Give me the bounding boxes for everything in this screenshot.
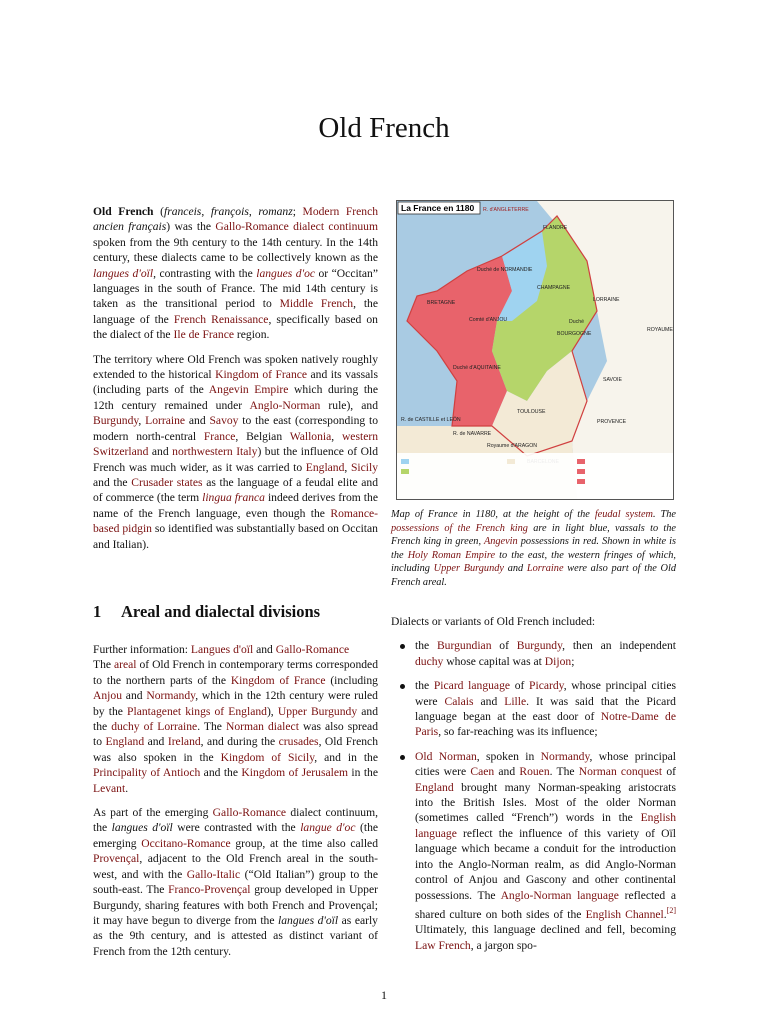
text-run: and bbox=[185, 414, 210, 428]
text-run: . bbox=[125, 781, 129, 795]
text-run: , bbox=[331, 429, 342, 443]
wiki-link[interactable]: Angevin bbox=[483, 536, 518, 548]
text-run: , bbox=[201, 205, 211, 218]
wiki-link[interactable]: Middle French bbox=[279, 297, 354, 311]
wiki-link[interactable]: Wallonia bbox=[289, 429, 332, 443]
wiki-link[interactable]: Picardy bbox=[529, 679, 564, 693]
text-run: , and in the bbox=[314, 750, 379, 764]
text-run: and the bbox=[93, 704, 378, 734]
text-run: , contrasting with the bbox=[153, 266, 257, 280]
intro-paragraph-2 bbox=[93, 352, 378, 552]
wiki-link[interactable]: English language bbox=[415, 811, 676, 840]
text-run: and bbox=[503, 563, 527, 575]
page-title: Old French bbox=[318, 112, 450, 144]
text-run: the bbox=[415, 639, 437, 653]
wiki-link[interactable]: Burgundy bbox=[93, 414, 139, 428]
text-run: ; bbox=[571, 654, 575, 668]
text-run: , so far-reaching was its influence; bbox=[438, 725, 598, 739]
map-label: Duché bbox=[569, 319, 584, 325]
text-run: was also spread to bbox=[93, 720, 378, 749]
text-run: , adjacent to the Old French areal in the south-west, and with the bbox=[93, 852, 378, 881]
text-run: which during the 12th century remained under bbox=[93, 383, 379, 412]
wiki-link[interactable]: Lille bbox=[504, 694, 527, 708]
wiki-link[interactable]: Gallo-Romance bbox=[275, 643, 350, 656]
wiki-link[interactable]: Romance-based pidgin bbox=[93, 506, 378, 536]
wiki-link[interactable]: England bbox=[415, 780, 454, 794]
wiki-link[interactable]: Gallo-Italic bbox=[186, 867, 241, 881]
text-run: rule), and bbox=[320, 398, 379, 412]
wiki-link[interactable]: England bbox=[105, 735, 145, 749]
text-run: brought many Norman-speaking aristocrats into the British Isles. Most of the older Norman (sometimes called “French”) words in the bbox=[415, 780, 676, 825]
map-label: Duché d'AQUITAINE bbox=[453, 365, 501, 371]
bullet-icon bbox=[400, 644, 405, 649]
wiki-link[interactable]: northwestern Italy bbox=[172, 445, 258, 459]
text-run: and bbox=[121, 689, 147, 703]
wiki-link[interactable]: Provençal bbox=[93, 852, 140, 866]
legend-swatch-toulouse bbox=[507, 459, 515, 464]
text-run: and the bbox=[93, 475, 132, 489]
wiki-link[interactable]: Ile de France bbox=[173, 328, 234, 342]
wiki-link[interactable]: Sicily bbox=[350, 460, 378, 474]
text-run: , bbox=[344, 460, 351, 474]
section-title: Areal and dialectal divisions bbox=[121, 602, 321, 621]
text-run: , Old French was also spoken in the bbox=[93, 735, 378, 764]
text-run: were contrasted with the bbox=[172, 821, 301, 835]
text-run: as early as the 9th century, and is attested as distinct variant of French from the 12th century. bbox=[93, 913, 378, 958]
wiki-link[interactable]: Dijon bbox=[544, 654, 572, 668]
wiki-link[interactable]: langues d'oc bbox=[256, 266, 316, 280]
wiki-link[interactable]: France bbox=[203, 429, 236, 443]
wiki-link[interactable]: Ireland bbox=[167, 735, 201, 749]
text-run: whose capital was at bbox=[443, 654, 545, 668]
text-run: Further information: bbox=[93, 643, 191, 656]
text-run: . The bbox=[197, 720, 226, 734]
text-run: , which in the 12th century were ruled by the bbox=[93, 689, 378, 718]
map-legend bbox=[397, 453, 674, 500]
text-run: (the emerging bbox=[93, 821, 379, 850]
text-run: ), bbox=[266, 704, 278, 718]
text-run: romanz bbox=[258, 205, 293, 218]
intro-paragraph-1 bbox=[93, 204, 378, 343]
text-run: , bbox=[138, 414, 146, 428]
legend-swatch-vassal bbox=[401, 469, 409, 474]
legend-swatch-angevin-3 bbox=[577, 479, 585, 484]
text-run: and bbox=[148, 445, 173, 459]
text-run: reflected a shared culture on both sides of the bbox=[415, 888, 676, 921]
text-run: and its vassals (including parts of the bbox=[93, 368, 378, 397]
wiki-link[interactable]: Holy Roman Empire bbox=[407, 549, 496, 561]
wiki-link[interactable]: Savoy bbox=[209, 414, 239, 428]
wiki-link[interactable]: Gallo-Romance bbox=[212, 806, 287, 820]
wiki-link[interactable]: possessions of the French king bbox=[391, 522, 528, 534]
map-of-france-1180[interactable] bbox=[396, 200, 674, 500]
wiki-link[interactable]: Rouen bbox=[519, 765, 550, 779]
wiki-link[interactable]: Norman dialect bbox=[225, 720, 299, 734]
bullet-icon bbox=[400, 755, 405, 760]
map-label: R. de CASTILLE et LEÓN bbox=[401, 417, 461, 423]
text-run: were also part of the Old French areal. bbox=[391, 563, 676, 588]
map-graphic bbox=[397, 201, 674, 500]
wiki-link[interactable]: duchy of Lorraine bbox=[111, 720, 198, 734]
text-run: so identified was substantially based on Occitan and Italian). bbox=[93, 522, 378, 551]
text-run: , bbox=[248, 205, 259, 218]
map-label: LORRAINE bbox=[593, 297, 620, 303]
wiki-link[interactable]: Norman conquest bbox=[578, 765, 663, 779]
text-run: langues d'oïl bbox=[111, 821, 173, 835]
wiki-link[interactable]: areal bbox=[113, 658, 137, 672]
text-run: Map of France in 1180, at the height of the bbox=[391, 509, 595, 520]
text-run: . The bbox=[653, 509, 677, 520]
text-run: and the bbox=[200, 766, 242, 780]
text-run: langues d'oïl bbox=[278, 913, 339, 927]
list-item bbox=[391, 678, 676, 740]
text-run: possessions in red. Shown in white is the bbox=[391, 536, 677, 561]
wiki-link[interactable]: Burgundy bbox=[516, 639, 563, 653]
wiki-link[interactable]: feudal system bbox=[594, 509, 653, 520]
right-column bbox=[391, 614, 676, 962]
section-paragraph-1 bbox=[93, 657, 378, 796]
text-run: The bbox=[93, 658, 114, 672]
text-run: ancien français bbox=[93, 220, 167, 234]
text-run: . bbox=[663, 907, 667, 921]
map-label: Royaume d'ARAGON bbox=[487, 443, 538, 449]
text-run: Ultimately, this language declined and fell, becoming bbox=[415, 923, 676, 937]
wiki-link[interactable]: lingua franca bbox=[202, 491, 265, 505]
wiki-link[interactable]: Levant bbox=[93, 781, 126, 795]
map-label: ROYAUME bbox=[647, 327, 673, 333]
wiki-link[interactable]: Upper Burgundy bbox=[277, 704, 358, 718]
text-run: of Old French in contemporary terms corresponded to the northern parts of the bbox=[93, 658, 378, 687]
map-label: PROVENCE bbox=[597, 419, 627, 425]
text-run: , specifically based on the dialect of the bbox=[93, 312, 378, 342]
text-run: of bbox=[491, 639, 517, 653]
text-run: and bbox=[473, 694, 505, 708]
section-paragraph-2 bbox=[93, 805, 378, 959]
wiki-link[interactable]: Normandy bbox=[146, 689, 196, 703]
text-run: , then an independent bbox=[562, 639, 676, 653]
wiki-link[interactable]: Caen bbox=[470, 765, 495, 779]
text-run: and bbox=[494, 765, 520, 779]
map-label: TOULOUSE bbox=[517, 409, 546, 415]
text-run: , whose principal cities were bbox=[415, 679, 676, 708]
map-label: Duché de NORMANDIE bbox=[477, 267, 533, 273]
legend-swatch-angevin bbox=[577, 459, 585, 464]
wiki-link[interactable]: Occitano-Romance bbox=[141, 836, 231, 850]
wiki-link[interactable]: western Switzerland bbox=[93, 429, 378, 459]
map-label: R. d'ANGLETERRE bbox=[483, 207, 529, 213]
text-run: to the east, the western fringes of which, including bbox=[391, 549, 676, 575]
text-run: , the language of the bbox=[93, 297, 378, 326]
wiki-link[interactable]: England bbox=[305, 460, 345, 474]
wiki-link[interactable]: Franco-Provençal bbox=[168, 883, 251, 897]
text-run: As part of the emerging bbox=[93, 806, 213, 820]
section-body bbox=[93, 642, 378, 968]
map-label: BOURGOGNE bbox=[557, 331, 592, 337]
map-label: SAVOIE bbox=[603, 377, 622, 383]
text-run: (including bbox=[325, 673, 378, 687]
further-information bbox=[93, 642, 378, 657]
wiki-link[interactable]: English Channel bbox=[585, 907, 664, 921]
text-run: , a jargon spo- bbox=[470, 938, 537, 952]
text-run: indeed derives from the name of the French language, even though the bbox=[93, 491, 378, 520]
wiki-link[interactable]: Crusader states bbox=[131, 475, 203, 489]
wiki-link[interactable]: Plantagenet kings of England bbox=[127, 704, 267, 718]
wiki-link[interactable]: langue d'oc bbox=[300, 821, 356, 835]
wiki-link[interactable]: Upper Burgundy bbox=[433, 563, 504, 575]
bullet-icon bbox=[400, 684, 405, 689]
legend-swatch-royal bbox=[401, 459, 409, 464]
section-number: 1 bbox=[93, 602, 102, 621]
page-number: 1 bbox=[381, 988, 387, 1002]
text-run: the bbox=[415, 679, 434, 693]
wiki-link[interactable]: Anjou bbox=[93, 689, 122, 703]
bold-term: Old French bbox=[93, 205, 154, 218]
text-run: françois bbox=[210, 205, 249, 218]
text-run: as the language of a feudal elite and of commerce (the term bbox=[93, 475, 378, 505]
wiki-link[interactable]: Kingdom of France bbox=[215, 368, 308, 382]
text-run: ( bbox=[153, 205, 164, 218]
text-run: , Belgian bbox=[235, 429, 290, 443]
wiki-link[interactable]: Normandy bbox=[540, 749, 590, 763]
map-title: La France en 1180 bbox=[401, 203, 475, 213]
map-caption bbox=[391, 508, 676, 590]
dialect-list bbox=[391, 638, 676, 953]
citation-link[interactable]: [2] bbox=[666, 905, 677, 915]
text-run: spoken from the 9th century to the 14th century. In the 14th century, these dialects came to be collectively known as the bbox=[93, 235, 378, 265]
wiki-link[interactable]: Principality of Antioch bbox=[93, 766, 201, 780]
text-run: (“Old Italian”) group to the south-east. The bbox=[93, 867, 378, 897]
legend-swatch-angevin-2 bbox=[577, 469, 585, 474]
map-label: FLANDRE bbox=[543, 225, 568, 231]
wiki-link[interactable]: Kingdom of Jerusalem bbox=[241, 766, 349, 780]
text-run: The territory where Old French was spoken natively roughly extended to the historical bbox=[93, 352, 378, 382]
text-run: reflect the influence of this variety of Oïl language which became a conduit for the introduction into the Anglo-Norman realm, as did Anglo-Norman control of Anjou and Gascony and other continental possessions. The bbox=[415, 826, 676, 902]
text-run: and bbox=[144, 735, 168, 749]
wiki-link[interactable]: Lorraine bbox=[145, 414, 186, 428]
text-run: are in light blue, vassals to the French king in green, bbox=[391, 522, 676, 548]
text-run: dialect continuum, the bbox=[93, 806, 379, 835]
wiki-link[interactable]: Kingdom of Sicily bbox=[220, 750, 315, 764]
wiki-link[interactable]: Gallo-Romance dialect continuum bbox=[215, 220, 378, 234]
wiki-link[interactable]: langues d'oïl bbox=[93, 266, 154, 280]
wiki-link[interactable]: duchy bbox=[415, 654, 444, 668]
section-heading bbox=[93, 602, 378, 622]
text-run: ) but the influence of Old French was much wider, as it was carried to bbox=[93, 445, 378, 474]
wiki-link[interactable]: French Renaissance bbox=[173, 312, 269, 326]
text-run: ) was the bbox=[166, 220, 216, 234]
wiki-link[interactable]: crusades bbox=[278, 735, 319, 749]
wiki-link[interactable]: Langues d'oïl bbox=[190, 643, 254, 656]
text-run: and bbox=[253, 643, 276, 656]
map-label: Comté d'ANJOU bbox=[469, 317, 508, 323]
text-run: franceis bbox=[163, 205, 202, 218]
text-run: group developed in Upper Burgundy, sharing features with both French and Provençal; it may have begun to diverge from the bbox=[93, 883, 378, 927]
text-run: or “Occitan” languages in the south of France. The mid 14th century is taken as the transitional period to bbox=[93, 266, 378, 311]
list-item bbox=[391, 749, 676, 953]
text-run: to the east (corresponding to modern north-central bbox=[93, 414, 379, 443]
wiki-link[interactable]: Anglo-Norman bbox=[249, 398, 321, 412]
wiki-link[interactable]: Kingdom of France bbox=[230, 673, 326, 687]
map-label: BRETAGNE bbox=[427, 300, 456, 306]
wiki-link[interactable]: Burgundian bbox=[436, 639, 492, 653]
text-run: of bbox=[662, 765, 677, 779]
wiki-link[interactable]: Modern French bbox=[302, 205, 379, 218]
wiki-link[interactable]: Notre-Dame de Paris bbox=[415, 710, 676, 739]
wiki-link[interactable]: Calais bbox=[444, 694, 474, 708]
list-item bbox=[391, 638, 676, 669]
text-run: , spoken in bbox=[476, 749, 541, 763]
text-run: , and during the bbox=[200, 735, 279, 749]
text-run: . The bbox=[549, 765, 579, 779]
wiki-link[interactable]: Law French bbox=[415, 938, 471, 952]
map-label: CHAMPAGNE bbox=[537, 285, 571, 291]
map-label: R. de NAVARRE bbox=[453, 431, 492, 437]
left-column bbox=[93, 204, 378, 561]
wiki-link[interactable]: Lorraine bbox=[526, 563, 564, 575]
wiki-link[interactable]: Angevin Empire bbox=[208, 383, 289, 397]
text-run: . It was said that the Picard language began at the east door of bbox=[415, 694, 676, 724]
wiki-link[interactable]: Old Norman bbox=[415, 749, 477, 763]
wiki-link[interactable]: Anglo-Norman language bbox=[500, 888, 619, 902]
wiki-link[interactable]: Picard language bbox=[433, 679, 511, 693]
text-run: region. bbox=[234, 328, 270, 342]
text-run: ; bbox=[292, 205, 303, 218]
dialects-intro: Dialects or variants of Old French included: bbox=[391, 615, 596, 628]
text-run: in the bbox=[348, 766, 378, 780]
text-run: group, at the time also called bbox=[230, 836, 378, 850]
text-run: of bbox=[510, 679, 530, 693]
text-run: , whose principal cities were bbox=[415, 749, 676, 779]
